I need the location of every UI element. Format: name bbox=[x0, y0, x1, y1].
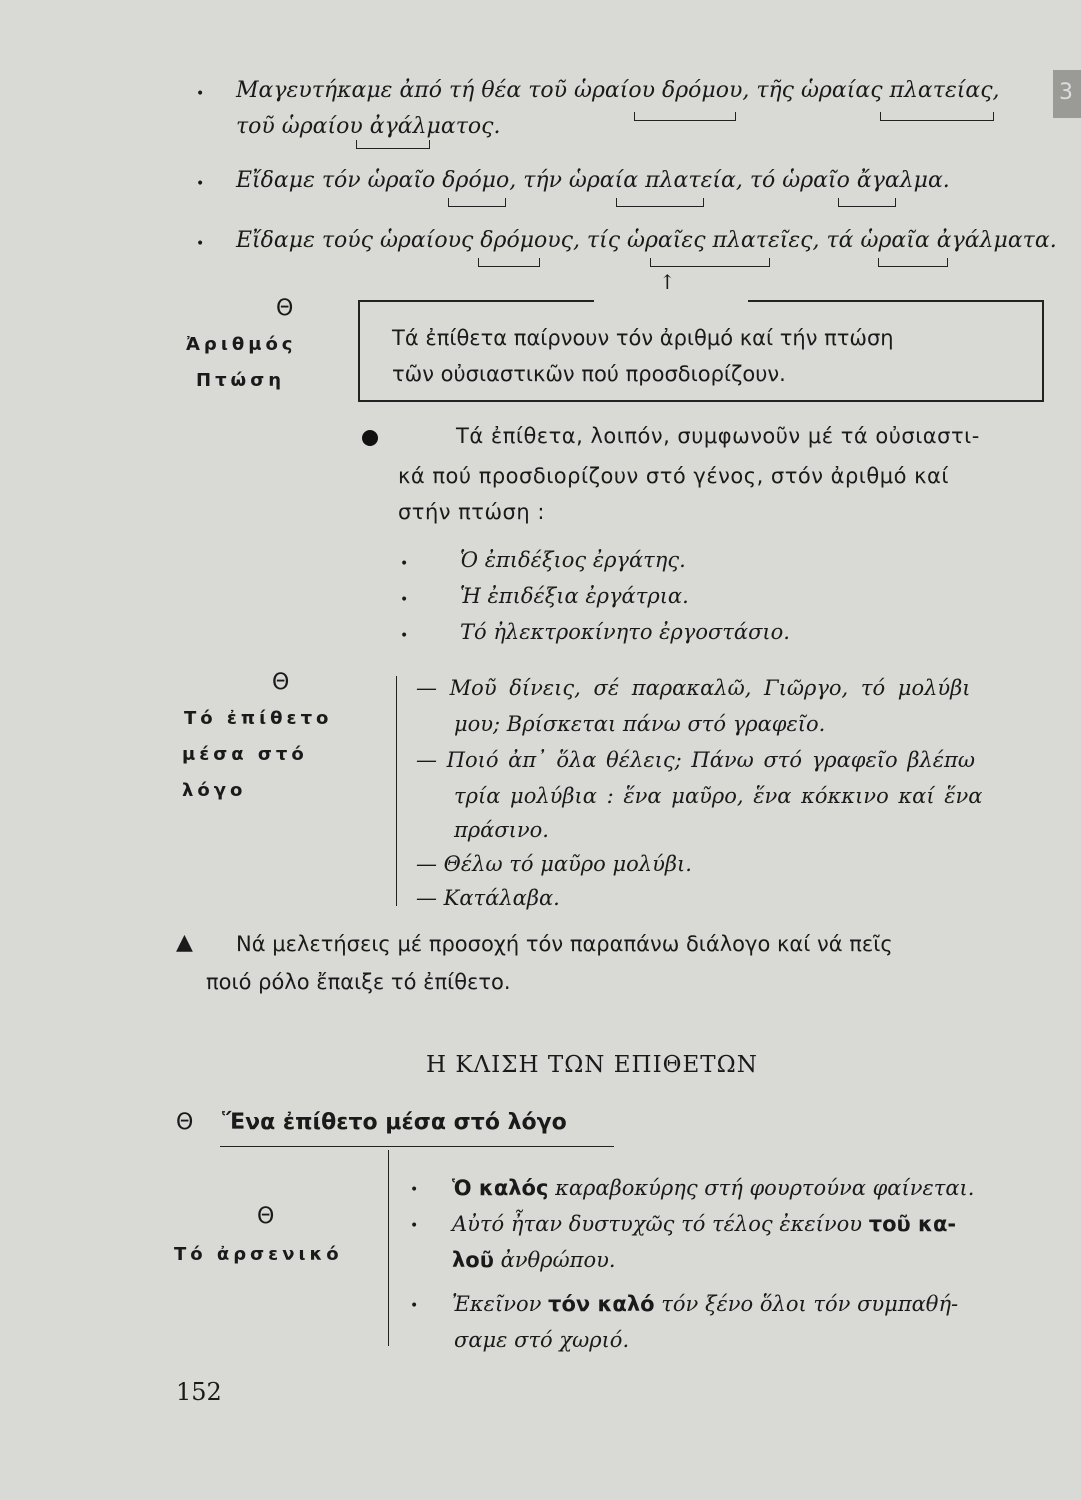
theta-symbol: Θ bbox=[272, 670, 290, 695]
bullet: • bbox=[196, 236, 205, 252]
example-line-1a: Μαγευτήκαμε ἀπό τή θέα τοῦ ὡραίου δρόμου, τῆς ὡραίας πλατείας, bbox=[236, 78, 1000, 103]
underline-bracket bbox=[838, 198, 896, 207]
rule-box-gap bbox=[594, 296, 748, 304]
agreement-example-3: Τό ἠλεκτροκίνητο ἐργοστάσιο. bbox=[460, 620, 790, 644]
rule-box bbox=[358, 300, 1044, 402]
dialogue-line-7: — Κατάλαβα. bbox=[416, 886, 560, 910]
page-number: 152 bbox=[176, 1378, 222, 1406]
masculine-example-2-cont bbox=[452, 1248, 616, 1272]
underline-bracket bbox=[878, 258, 948, 267]
agreement-line-3: στήν πτώση : bbox=[398, 500, 545, 524]
example-text: καραβοκύρης στή φουρτούνα φαίνεται. bbox=[548, 1176, 975, 1200]
task-line-1: Νά μελετήσεις μέ προσοχή τόν παραπάνω διάλογο καί νά πεῖς bbox=[236, 932, 893, 956]
masculine-example-2 bbox=[452, 1212, 956, 1236]
bullet: • bbox=[410, 1298, 419, 1314]
bold-phrase: λοῦ bbox=[452, 1248, 494, 1272]
margin-label-adjective: Τό ἐπίθετο bbox=[184, 708, 333, 729]
example-text: Ἐκεῖνον bbox=[452, 1292, 549, 1316]
page-edge-tab: 3 bbox=[1053, 70, 1081, 118]
underline-bracket bbox=[448, 198, 506, 207]
example-line-3: Εἴδαμε τούς ὡραίους δρόμους, τίς ὡραῖες πλατεῖες, τά ὡραῖα ἀγάλματα. bbox=[236, 228, 1057, 253]
underline-bracket bbox=[650, 258, 770, 267]
theta-symbol: Θ bbox=[176, 1110, 194, 1135]
underline-bracket bbox=[616, 198, 704, 207]
agreement-line-1: Τά ἐπίθετα, λοιπόν, συμφωνοῦν μέ τά οὐσιαστι- bbox=[456, 424, 980, 448]
bullet: • bbox=[410, 1218, 419, 1234]
masculine-example-3-cont: σαμε στό χωριό. bbox=[454, 1328, 630, 1352]
dialogue-line-5: πράσινο. bbox=[454, 818, 549, 842]
example-line-1b: τοῦ ὡραίου ἀγάλματος. bbox=[236, 114, 501, 139]
margin-label-masculine: Τό ἀρσενικό bbox=[174, 1244, 343, 1265]
bullet-dot-icon bbox=[362, 430, 378, 446]
underline-bracket bbox=[478, 258, 540, 267]
dialogue-divider bbox=[396, 676, 397, 906]
bullet: • bbox=[400, 628, 409, 644]
theta-symbol: Θ bbox=[276, 296, 294, 321]
bullet: • bbox=[196, 176, 205, 192]
masculine-divider bbox=[388, 1150, 389, 1346]
bold-phrase: Ὁ καλός bbox=[452, 1176, 549, 1200]
bold-phrase: τοῦ κα- bbox=[868, 1212, 957, 1236]
example-text: τόν ξένο ὅλοι τόν συμπαθή- bbox=[654, 1292, 959, 1316]
margin-label-number: Ἀριθμός bbox=[186, 334, 297, 355]
agreement-example-1: Ὁ ἐπιδέξιος ἐργάτης. bbox=[460, 548, 686, 572]
underline-bracket bbox=[880, 112, 994, 121]
example-line-2: Εἴδαμε τόν ὡραῖο δρόμο, τήν ὡραία πλατεία, τό ὡραῖο ἄγαλμα. bbox=[236, 168, 950, 193]
subheading: Ἕνα ἐπίθετο μέσα στό λόγο bbox=[222, 1110, 567, 1135]
dialogue-line-2: μου; Βρίσκεται πάνω στό γραφεῖο. bbox=[454, 712, 826, 736]
masculine-example-3 bbox=[452, 1292, 958, 1316]
chapter-heading: Η ΚΛΙΣΗ ΤΩΝ ΕΠΙΘΕΤΩΝ bbox=[426, 1052, 758, 1078]
task-line-2: ποιό ρόλο ἔπαιξε τό ἐπίθετο. bbox=[206, 970, 511, 994]
margin-label-speech: λόγο bbox=[182, 780, 247, 801]
underline-bracket bbox=[356, 140, 430, 149]
example-text: Αὐτό ἦταν δυστυχῶς τό τέλος ἐκείνου bbox=[452, 1212, 869, 1236]
underline-bracket bbox=[634, 112, 736, 121]
subheading-rule bbox=[220, 1146, 614, 1147]
dialogue-line-1: — Μοῦ δίνεις, σέ παρακαλῶ, Γιῶργο, τό μολύβι bbox=[416, 676, 971, 700]
bold-phrase: τόν καλό bbox=[548, 1292, 655, 1316]
theta-symbol: Θ bbox=[257, 1204, 275, 1229]
example-text: ἀνθρώπου. bbox=[493, 1248, 616, 1272]
bullet: • bbox=[410, 1182, 419, 1198]
agreement-line-2: κά πού προσδιορίζουν στό γένος, στόν ἀριθμό καί bbox=[398, 464, 949, 488]
bullet: • bbox=[196, 86, 205, 102]
dialogue-line-4: τρία μολύβια : ἕνα μαῦρο, ἕνα κόκκινο καί ἕνα bbox=[454, 784, 983, 808]
margin-label-case: Πτώση bbox=[196, 370, 286, 391]
masculine-example-1 bbox=[452, 1176, 974, 1200]
margin-label-in: μέσα στό bbox=[182, 744, 308, 765]
rule-line-1: Τά ἐπίθετα παίρνουν τόν ἀριθμό καί τήν πτώση bbox=[392, 326, 894, 350]
up-arrow-icon: ↑ bbox=[659, 270, 676, 294]
triangle-icon: ▲ bbox=[176, 930, 193, 955]
bullet: • bbox=[400, 592, 409, 608]
dialogue-line-3: — Ποιό ἀπ᾽ ὅλα θέλεις; Πάνω στό γραφεῖο βλέπω bbox=[416, 748, 975, 772]
rule-line-2: τῶν οὐσιαστικῶν πού προσδιορίζουν. bbox=[392, 362, 786, 386]
agreement-example-2: Ἡ ἐπιδέξια ἐργάτρια. bbox=[460, 584, 689, 608]
dialogue-line-6: — Θέλω τό μαῦρο μολύβι. bbox=[416, 852, 692, 876]
bullet: • bbox=[400, 556, 409, 572]
